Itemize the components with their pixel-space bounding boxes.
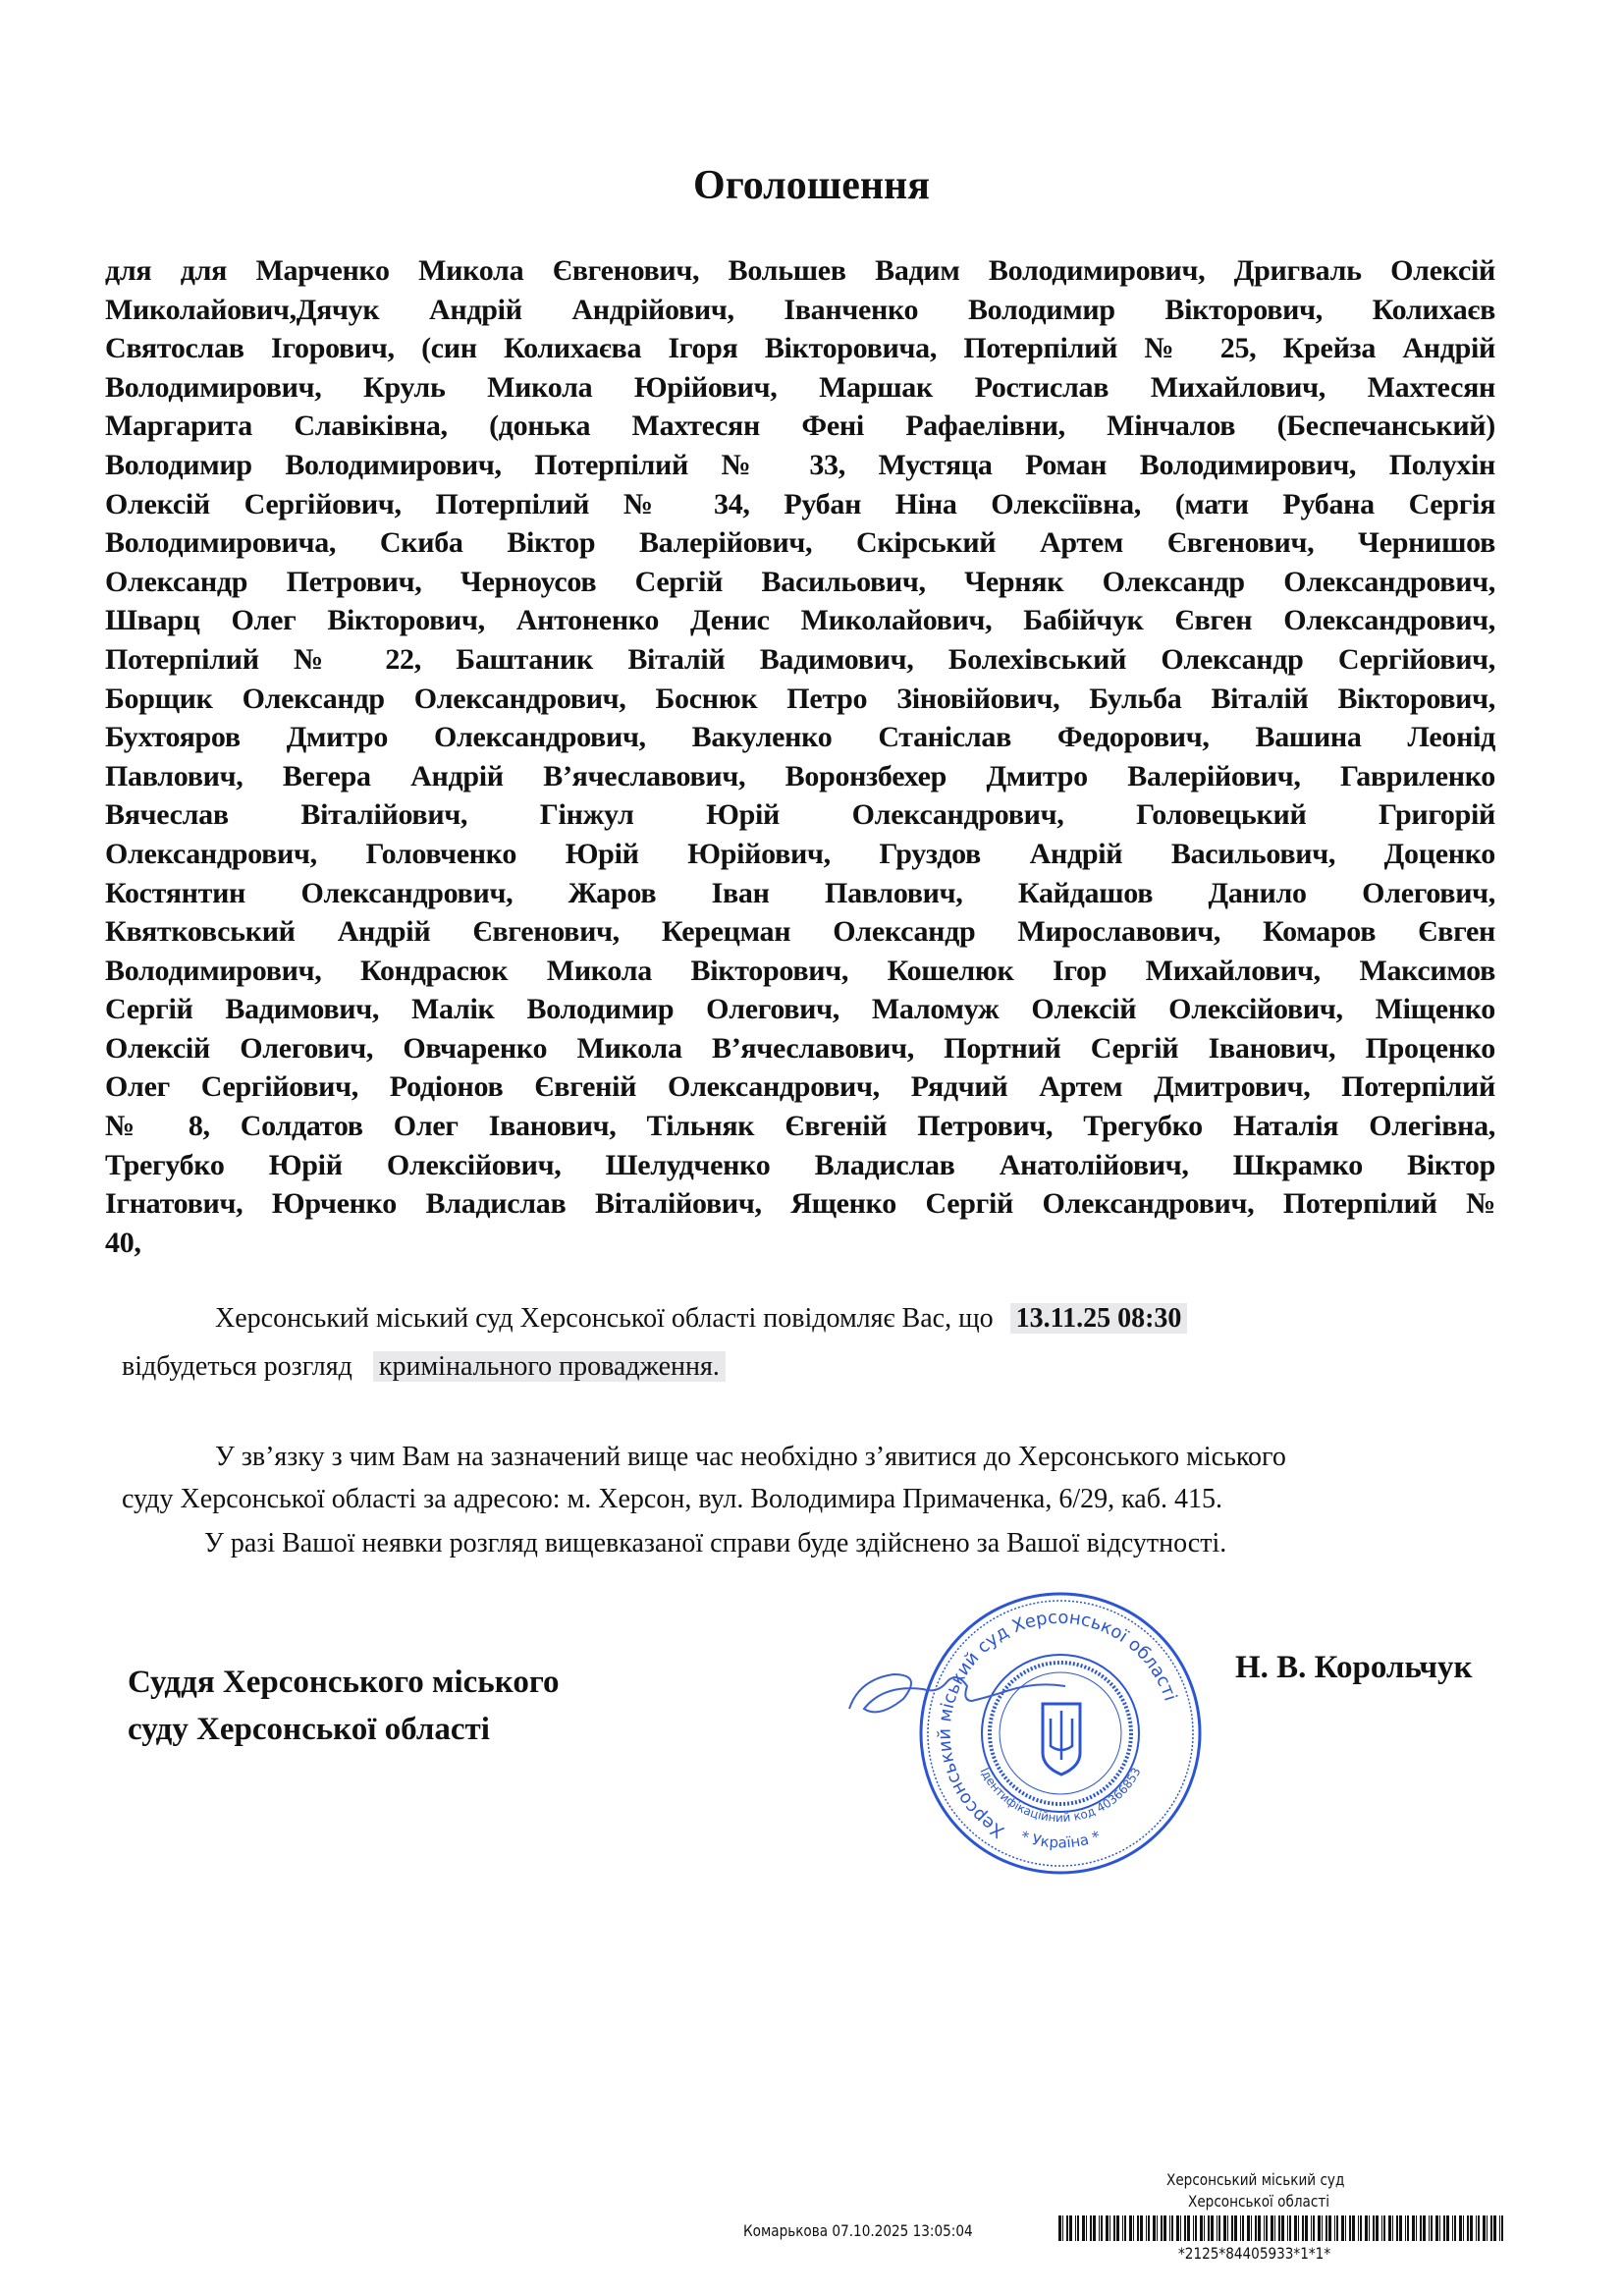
document-title: Оголошення (693, 163, 930, 208)
barcode-bar (1255, 2215, 1257, 2241)
barcode-bar (1195, 2215, 1197, 2241)
barcode-bar (1305, 2215, 1308, 2241)
hearing-datetime: 13.11.25 08:30 (1010, 1303, 1188, 1334)
addressee-line: Вячеслав Віталійович, Гінжул Юрій Олександрович, Головецький Григорій (105, 798, 1495, 832)
notice-text: Херсонський міський суд Херсонської області повідомляє Вас, що (215, 1303, 994, 1334)
barcode-bar (1478, 2215, 1480, 2241)
barcode-bar (1090, 2215, 1092, 2241)
addressee-line: Олександр Петрович, Черноусов Сергій Васильович, Черняк Олександр Олександрович, (105, 565, 1495, 598)
barcode-bar (1227, 2215, 1228, 2241)
notice-line-2 (122, 1351, 726, 1383)
barcode-bar (1439, 2215, 1440, 2241)
stamp-bottom-text: * Україна * (1018, 1827, 1103, 1852)
barcode-bar (1467, 2215, 1469, 2241)
barcode-bar (1294, 2215, 1297, 2241)
barcode-bar (1470, 2215, 1473, 2241)
addressee-line: Володимирович, Кондрасюк Микола Вікторович, Кошелюк Ігор Михайлович, Максимов (105, 954, 1495, 987)
barcode-bar (1360, 2215, 1362, 2241)
barcode-bar (1274, 2215, 1275, 2241)
addressee-line: Миколайович,Дячук Андрій Андрійович, Іванченко Володимир Вікторович, Колихаєв (105, 293, 1495, 326)
addressee-line: Ігнатович, Юрченко Владислав Віталійович, Ященко Сергій Олександрович, Потерпілий № (105, 1187, 1495, 1221)
notice-text-2: відбудеться розгляд (122, 1351, 352, 1382)
barcode-bar (1476, 2215, 1477, 2241)
barcode-bar (1271, 2215, 1273, 2241)
barcode-bar (1266, 2215, 1268, 2241)
barcode-bar (1093, 2215, 1096, 2241)
barcode-bar (1499, 2215, 1500, 2241)
barcode-bar (1429, 2215, 1430, 2241)
barcode-bar (1452, 2215, 1453, 2241)
barcode-bar (1187, 2215, 1190, 2241)
svg-text:Херсонський міський суд Херсон (935, 1608, 1181, 1842)
judge-position-2: суду Херсонської області (128, 1712, 490, 1747)
barcode-bar (1069, 2215, 1072, 2241)
barcode-bar (1258, 2215, 1261, 2241)
barcode-bar (1289, 2215, 1291, 2241)
addressee-line: для для Марченко Микола Євгенович, Вольшев Вадим Володимирович, Дригваль Олексій (105, 254, 1495, 287)
addressee-list (105, 251, 1495, 1262)
addressee-line: Олександрович, Головченко Юрій Юрійович, Груздов Андрій Васильович, Доценко (105, 837, 1495, 870)
barcode-bar (1180, 2215, 1181, 2241)
barcode-bar (1099, 2215, 1100, 2241)
addressee-line: Павлович, Вегера Андрій В’ячеславович, Воронзбехер Дмитро Валерійович, Гавриленко (105, 759, 1495, 793)
barcode-bar (1287, 2215, 1288, 2241)
barcode-bar (1278, 2215, 1280, 2241)
barcode-bar (1169, 2215, 1170, 2241)
instructions-line-3: У разі Вашої неявки розгляд вищевказаної справи буде здійснено за Вашої відсутності. (204, 1528, 1227, 1558)
barcode-bar (1242, 2215, 1244, 2241)
barcode-bar (1325, 2215, 1327, 2241)
barcode-bar (1313, 2215, 1315, 2241)
barcode-bar (1376, 2215, 1379, 2241)
barcode-bar (1124, 2215, 1126, 2241)
judge-name: Н. В. Корольчук (1235, 1650, 1473, 1685)
addressee-line: Квятковський Андрій Євгенович, Керецман Олександр Мирославович, Комаров Євген (105, 915, 1495, 949)
barcode-bar (1328, 2215, 1331, 2241)
barcode-bar (1336, 2215, 1338, 2241)
barcode-bar (1200, 2215, 1203, 2241)
barcode-bar (1399, 2215, 1402, 2241)
addressee-line: Костянтин Олександрович, Жаров Іван Павлович, Кайдашов Данило Олегович, (105, 876, 1495, 909)
barcode-bar (1109, 2215, 1110, 2241)
barcode-number: *2125*84405933*1*1* (1178, 2244, 1331, 2263)
barcode-bar (1431, 2215, 1433, 2241)
addressee-line: Володимировича, Скиба Віктор Валерійович, Скірський Артем Євгенович, Чернишов (105, 526, 1495, 560)
barcode-bar (1302, 2215, 1304, 2241)
barcode-bar (1106, 2215, 1109, 2241)
barcode-bar (1208, 2215, 1210, 2241)
barcode-bar (1443, 2215, 1445, 2241)
barcode-bar (1086, 2215, 1087, 2241)
barcode-bar (1171, 2215, 1173, 2241)
barcode-bar (1129, 2215, 1132, 2241)
barcode-bar (1193, 2215, 1194, 2241)
barcode-bar (1322, 2215, 1323, 2241)
barcode-bar (1082, 2215, 1085, 2241)
notice-line-1 (215, 1303, 1187, 1335)
addressee-line: Володимир Володимирович, Потерпілий № 33, Мустяца Роман Володимирович, Полухін (105, 448, 1495, 481)
instructions-line-2: суду Херсонської області за адресою: м. Херсон, вул. Володимира Примаченка, 6/29, каб. 415. (122, 1484, 1222, 1514)
addressee-line: Бухтояров Дмитро Олександрович, Вакуленко Станіслав Федорович, Вашина Леонід (105, 721, 1495, 754)
barcode-bar (1298, 2215, 1299, 2241)
barcode-bar (1163, 2215, 1166, 2241)
addressee-line: Маргарита Славіківна, (донька Махтесян Фені Рафаелівни, Мінчалов (Беспечанський) (105, 410, 1495, 443)
barcode-bar (1251, 2215, 1252, 2241)
judge-position-1: Суддя Херсонського міського (128, 1665, 560, 1700)
barcode-bar (1365, 2215, 1368, 2241)
barcode-bar (1062, 2215, 1063, 2241)
addressee-line: Шварц Олег Вікторович, Антоненко Денис Миколайович, Бабійчук Євген Олександрович, (105, 604, 1495, 637)
barcode-bar (1101, 2215, 1103, 2241)
court-stamp (835, 1571, 1217, 1895)
case-type: кримінального провадження. (373, 1351, 726, 1382)
barcode-bar (1345, 2215, 1346, 2241)
addressee-line: Олексій Сергійович, Потерпілий № 34, Рубан Ніна Олексіївна, (мати Рубана Сергія (105, 487, 1495, 520)
barcode-bar (1231, 2215, 1233, 2241)
addressee-line: Олег Сергійович, Родіонов Євгеній Олександрович, Рядчий Артем Дмитрович, Потерпілий (105, 1070, 1495, 1104)
barcode-bar (1388, 2215, 1391, 2241)
barcode-bar (1281, 2215, 1284, 2241)
barcode-bar (1459, 2215, 1462, 2241)
barcode-bar (1352, 2215, 1355, 2241)
addressee-line: Потерпілий № 22, Баштаник Віталій Вадимович, Болехівський Олександр Сергійович, (105, 642, 1495, 676)
barcode-bar (1223, 2215, 1226, 2241)
barcode-bar (1211, 2215, 1214, 2241)
barcode-bar (1487, 2215, 1488, 2241)
addressee-line: Володимирович, Круль Микола Юрійович, Маршак Ростислав Михайлович, Махтесян (105, 370, 1495, 404)
barcode-bar (1358, 2215, 1359, 2241)
barcode-bar (1157, 2215, 1158, 2241)
barcode-bar (1058, 2215, 1061, 2241)
barcode-bar (1381, 2215, 1382, 2241)
barcode-bar (1435, 2215, 1438, 2241)
barcode-bar (1075, 2215, 1076, 2241)
barcode-bar (1493, 2215, 1496, 2241)
barcode-bar (1318, 2215, 1321, 2241)
barcode-bar (1463, 2215, 1464, 2241)
barcode-bar (1148, 2215, 1150, 2241)
barcode-bar (1153, 2215, 1156, 2241)
barcode-bar (1311, 2215, 1312, 2241)
barcode-bar (1234, 2215, 1237, 2241)
barcode-bar (1116, 2215, 1119, 2241)
barcode-bar (1396, 2215, 1398, 2241)
barcode-bar (1490, 2215, 1492, 2241)
barcode-bar (1133, 2215, 1134, 2241)
barcode-bar (1137, 2215, 1139, 2241)
barcode-bar (1349, 2215, 1351, 2241)
barcode-bar (1247, 2215, 1250, 2241)
barcode-bar (1146, 2215, 1147, 2241)
barcode-bar (1383, 2215, 1385, 2241)
addressee-line: Борщик Олександр Олександрович, Боснюк Петро Зіновійович, Бульба Віталій Вікторович, (105, 682, 1495, 715)
barcode-bar (1420, 2215, 1422, 2241)
addressee-line: № 8, Солдатов Олег Іванович, Тільняк Євгеній Петрович, Трегубко Наталія Олегівна, (105, 1110, 1495, 1143)
barcode-bar (1240, 2215, 1241, 2241)
barcode-bar (1454, 2215, 1456, 2241)
addressee-line: Святослав Ігорович, (син Колихаєва Ігоря Вікторовича, Потерпілий № 25, Крейза Андрій (105, 332, 1495, 365)
barcode-bar (1184, 2215, 1186, 2241)
footer-court-2: Херсонської області (1188, 2192, 1330, 2211)
barcode-bar (1218, 2215, 1220, 2241)
barcode-bar (1066, 2215, 1068, 2241)
addressee-line: 40, (105, 1226, 141, 1259)
barcode-bar (1446, 2215, 1449, 2241)
barcode-bar (1483, 2215, 1486, 2241)
barcode-bar (1392, 2215, 1393, 2241)
barcode-bar (1407, 2215, 1409, 2241)
barcode-bar (1416, 2215, 1417, 2241)
barcode-bar (1423, 2215, 1426, 2241)
registrar-stamp: Комарькова 07.10.2025 13:05:04 (743, 2221, 973, 2240)
instructions-line-1: У зв’язку з чим Вам на зазначений вище час необхідно з’явитися до Херсонського міського (215, 1442, 1286, 1472)
addressee-line: Олексій Олегович, Овчаренко Микола В’ячеславович, Портний Сергій Іванович, Проценко (105, 1031, 1495, 1065)
barcode-bar (1412, 2215, 1415, 2241)
svg-text:* Україна * (1018, 1828, 1103, 1852)
addressee-line: Трегубко Юрій Олексійович, Шелудченко Владислав Анатолійович, Шкрамко Віктор (105, 1148, 1495, 1181)
stamp-outer-text: Херсонський міський суд Херсонської області (934, 1607, 1181, 1842)
barcode (1058, 2215, 1510, 2241)
barcode-bar (1264, 2215, 1265, 2241)
barcode-bar (1405, 2215, 1406, 2241)
stamp-inner-text: Ідентифікаційний код 40366853 (977, 1765, 1144, 1826)
barcode-bar (1176, 2215, 1179, 2241)
barcode-bar (1161, 2215, 1163, 2241)
barcode-bar (1369, 2215, 1370, 2241)
barcode-bar (1501, 2215, 1503, 2241)
footer-court-1: Херсонський міський суд (1166, 2170, 1345, 2189)
barcode-bar (1113, 2215, 1115, 2241)
addressee-line: Сергій Вадимович, Малік Володимир Олегович, Маломуж Олексій Олексійович, Міщенко (105, 993, 1495, 1026)
barcode-bar (1122, 2215, 1123, 2241)
barcode-bar (1077, 2215, 1079, 2241)
barcode-bar (1373, 2215, 1375, 2241)
barcode-bar (1341, 2215, 1344, 2241)
barcode-bar (1334, 2215, 1335, 2241)
barcode-bar (1204, 2215, 1205, 2241)
barcode-bar (1140, 2215, 1143, 2241)
